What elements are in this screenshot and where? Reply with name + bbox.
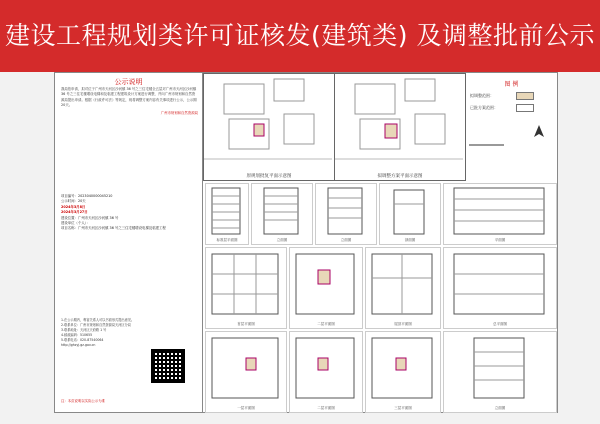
adjusted-plan-caption: 拟调整方案平面示意图 [377,174,423,179]
drawing-13: 立面图 [443,331,557,413]
notice-org: 广州市规划和自然资源局 [160,110,198,115]
qr-code-icon[interactable] [151,349,185,383]
original-plan-map [203,73,335,181]
end-date: 2024年3月27日 [61,210,88,215]
legend-item-approved: 已批方案范围： [470,105,498,110]
notice-column [55,73,203,412]
notice-panel [54,72,558,413]
legend-swatch-adjusted [516,92,534,100]
project-row: 项目名称：广州市天河区沙河镇 36 号之三住宅楼增设电梯及临建工程 [61,226,166,231]
legend-title: 图 例 [504,81,519,88]
original-plan-drawing [204,74,332,174]
start-date: 2024年3月8日 [61,204,86,209]
drawing-3: 立面图 [315,183,377,245]
north-arrow-icon [464,123,559,153]
drawing-4: 剖面图 [379,183,441,245]
drawing-2: 立面图 [251,183,313,245]
notice-text: 我局依申请，拟对位于广州市天河区沙河镇 36 号之三住宅楼全五层对广州市天河区沙河镇 36 号之三住宅楼增设电梯和及临建工程建筑设计方案进行调整，并向广州市规划和自然资源局提出申请。根据《行政许可法》等规定，现将调整方案内容有关事项进行公示，公示期20天。 [61,87,197,108]
drawing-5: 平面图 [443,183,557,245]
project-info [61,194,198,232]
page-title: 建设工程规划类许可证核发(建筑类) 及调整批前公示 [5,21,595,50]
drawing-1: 标准层平面图 [205,183,249,245]
contact-url[interactable]: http://ghzyj.gz.gov.cn [61,343,96,347]
drawings-area [203,181,558,413]
adjusted-plan-map [334,73,466,181]
location-row: 建设位置：广州市天河区沙河镇 36 号 [61,215,119,220]
drawing-10: 一层平面图 [205,331,287,413]
drawing-9: 总平面图 [443,247,557,329]
legend-swatch-approved [516,104,534,112]
period-row: 公示时间：20天 [61,199,86,204]
legend-item-adjusted: 拟调整范围： [470,93,494,98]
project-no-row: 项目编号：2023040000045210 [61,194,113,198]
owner-row: 建设单位（个人）： [61,221,90,226]
legend [464,73,559,179]
footnote: 注：本页说明以实际公示为准 [61,399,106,403]
drawing-11: 二层平面图 [289,331,363,413]
drawing-6: 首层平面图 [205,247,287,329]
original-plan-caption: 原规划批复平面示意图 [246,174,292,179]
drawing-12: 三层平面图 [365,331,441,413]
header-banner [0,0,600,72]
notice-title: 公示说明 [114,78,143,86]
notice-body [61,87,198,116]
drawing-7: 二层平面图 [289,247,363,329]
drawing-8: 屋顶平面图 [365,247,441,329]
contact-block: 1.在公示期内，利害关系人可以书面形式提出意见。 2.联系单位：广州市规划和自然资源局天河区分局 3.联系地址：天河区天府路 1 号 4.邮政编码：510655 5.联系电话：020-87540064 http://ghzyj.gz.gov.cn [61,318,149,348]
adjusted-plan-drawing [335,74,463,174]
